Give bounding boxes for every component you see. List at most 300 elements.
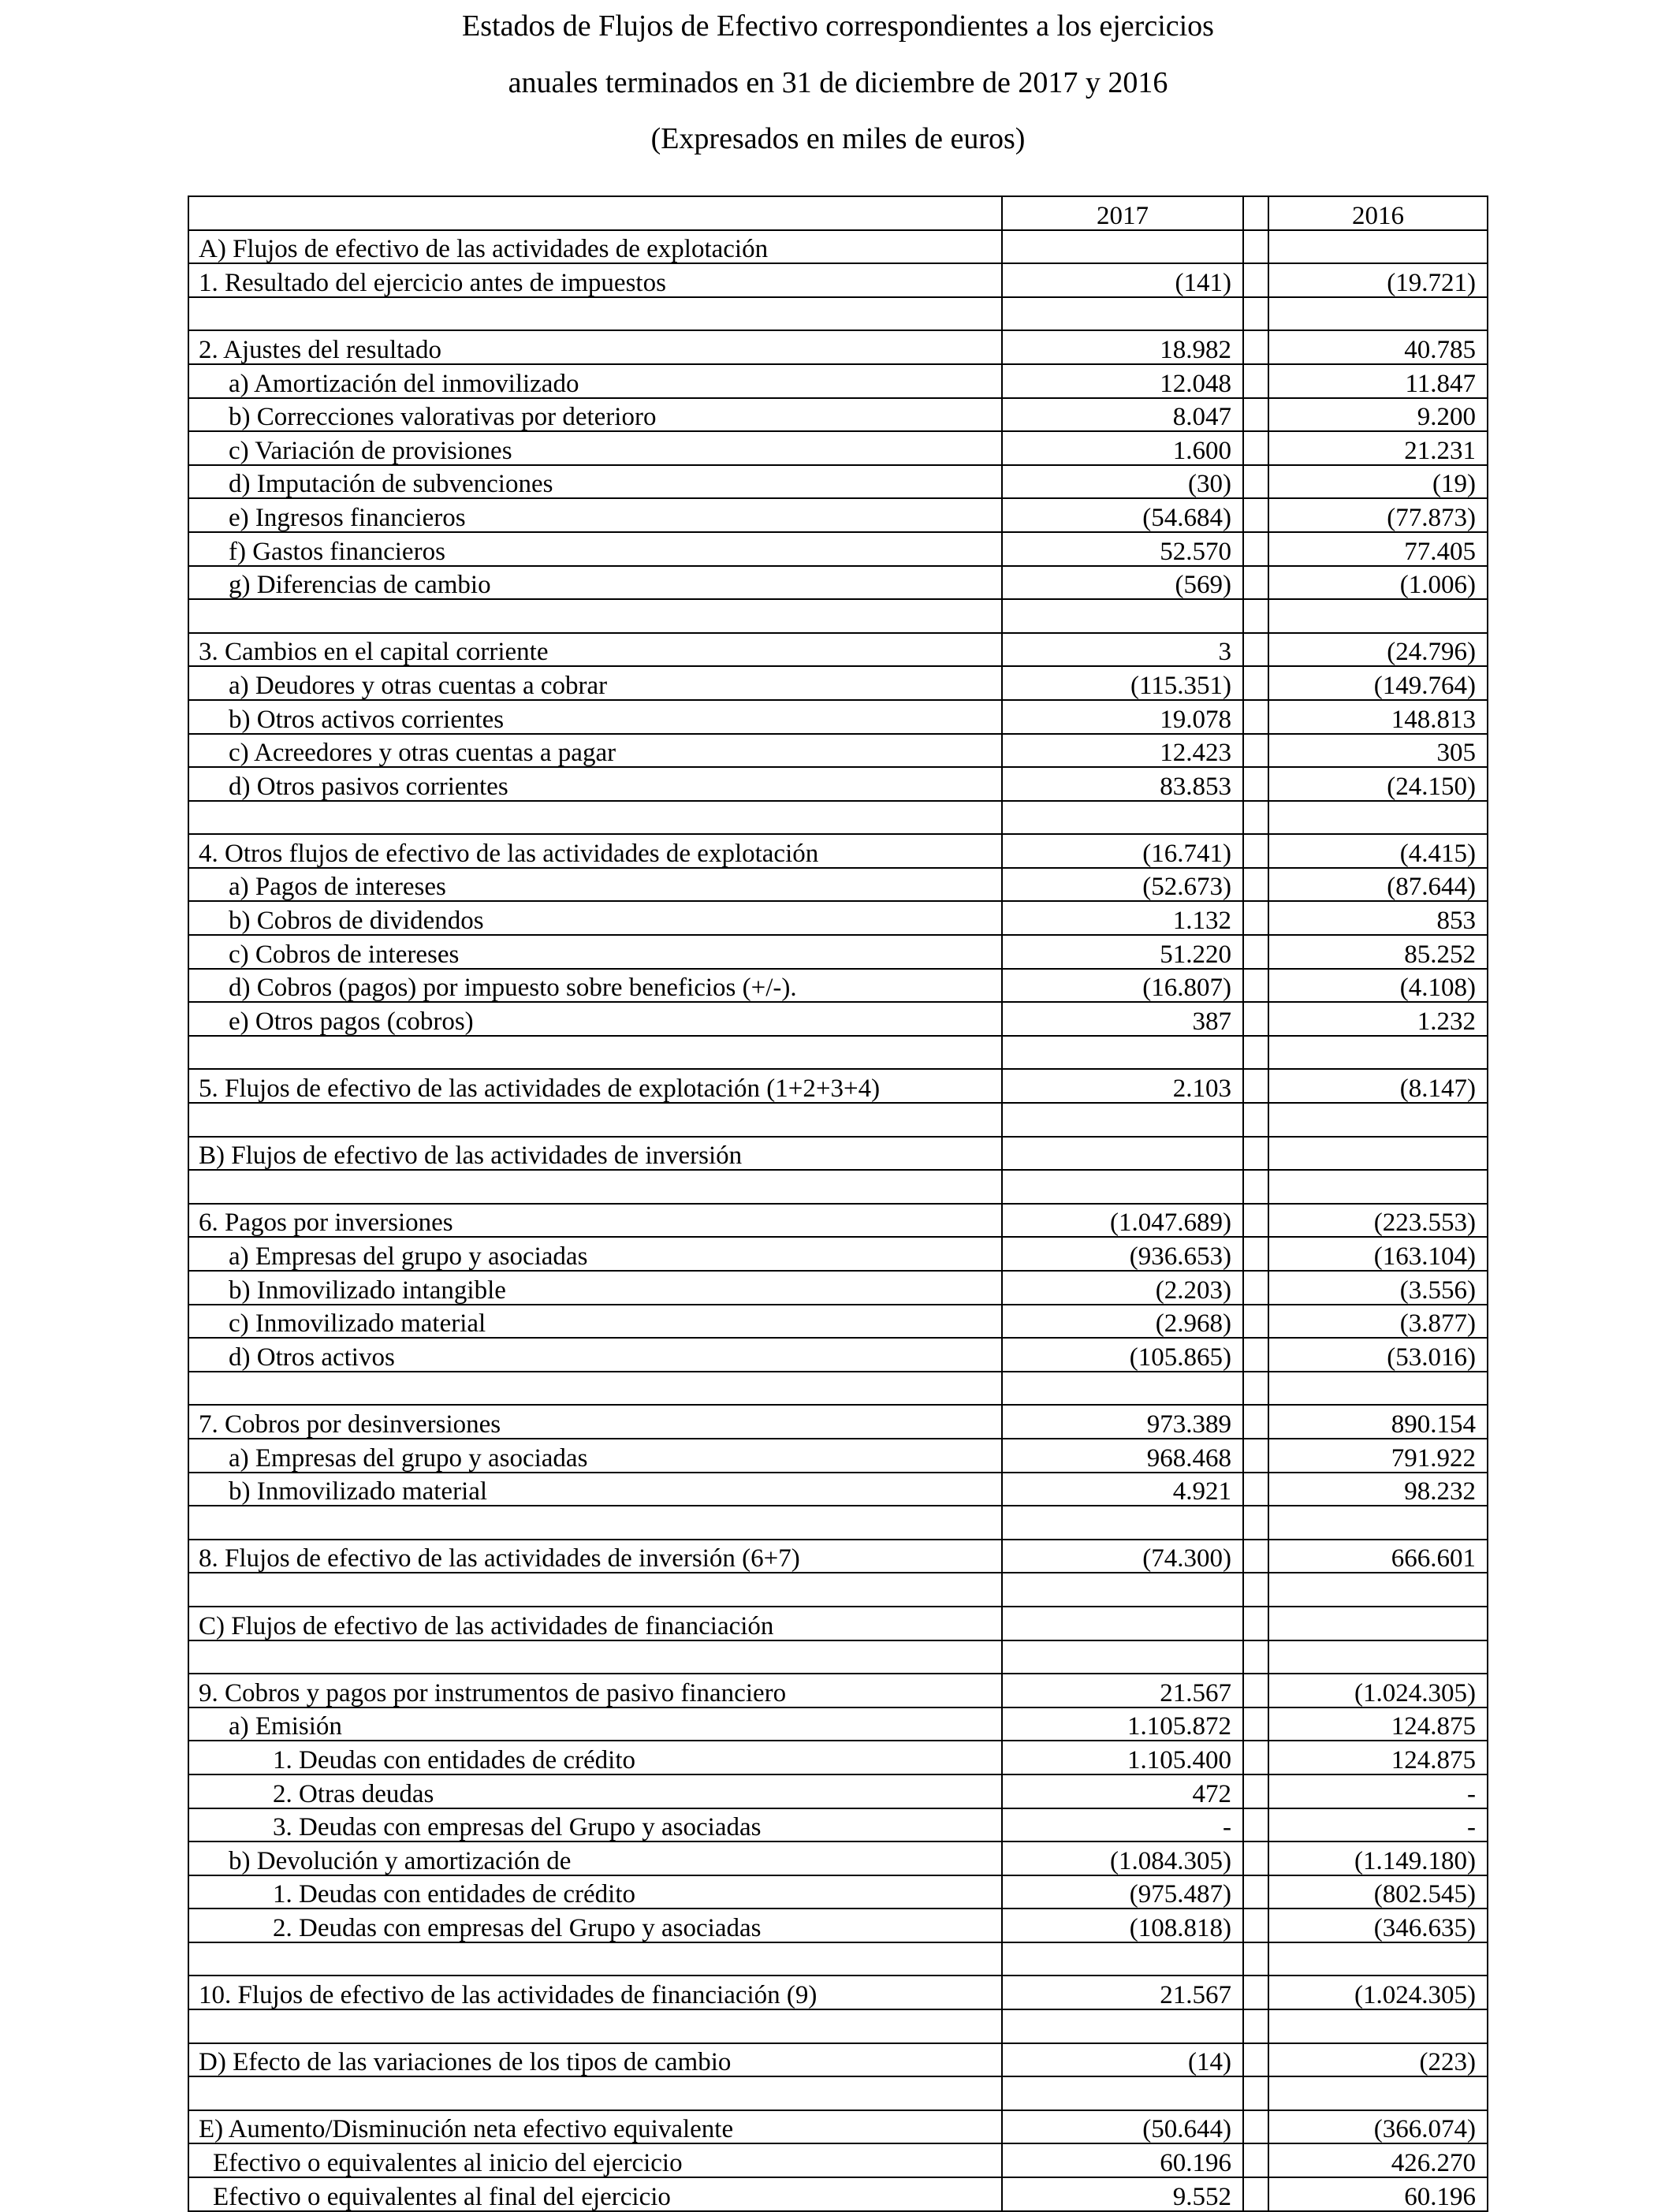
row-label: d) Imputación de subvenciones <box>188 465 1002 499</box>
value-2016: (19) <box>1268 465 1488 499</box>
table-row <box>188 1540 1488 1573</box>
row-label: b) Cobros de dividendos <box>188 901 1002 935</box>
column-gap <box>1243 1540 1268 1573</box>
row-label: 4. Otros flujos de efectivo de las actividades de explotación <box>188 834 1002 868</box>
value-2017: 1.600 <box>1002 431 1243 465</box>
column-gap <box>1243 498 1268 532</box>
row-label <box>188 1640 1002 1674</box>
value-2016: (3.556) <box>1268 1271 1488 1305</box>
value-2016 <box>1268 2076 1488 2110</box>
value-2016: 791.922 <box>1268 1439 1488 1473</box>
row-label: c) Variación de provisiones <box>188 431 1002 465</box>
table-row <box>188 734 1488 768</box>
table-row <box>188 834 1488 868</box>
value-2017: 973.389 <box>1002 1405 1243 1439</box>
value-2017: (16.807) <box>1002 969 1243 1003</box>
column-gap <box>1243 398 1268 432</box>
column-gap <box>1243 1607 1268 1640</box>
value-2016: (1.024.305) <box>1268 1976 1488 2009</box>
row-label: d) Otros pasivos corrientes <box>188 767 1002 801</box>
value-2016: (24.150) <box>1268 767 1488 801</box>
column-gap <box>1243 465 1268 499</box>
blank-row <box>188 1506 1488 1540</box>
value-2017 <box>1002 1170 1243 1204</box>
table-row <box>188 263 1488 297</box>
table-row <box>188 1338 1488 1372</box>
row-label <box>188 1942 1002 1976</box>
value-2017 <box>1002 1607 1243 1640</box>
value-2017 <box>1002 2076 1243 2110</box>
value-2016 <box>1268 1170 1488 1204</box>
table-row <box>188 1808 1488 1842</box>
table-row <box>188 2143 1488 2177</box>
row-label: 1. Deudas con entidades de crédito <box>188 1741 1002 1774</box>
value-2017: 60.196 <box>1002 2143 1243 2177</box>
table-row <box>188 230 1488 264</box>
row-label <box>188 1506 1002 1540</box>
value-2017: (1.084.305) <box>1002 1841 1243 1875</box>
value-2017: 19.078 <box>1002 700 1243 734</box>
column-gap <box>1243 2076 1268 2110</box>
column-gap <box>1243 801 1268 835</box>
value-2017 <box>1002 1137 1243 1171</box>
value-2016: 40.785 <box>1268 330 1488 364</box>
column-gap <box>1243 1069 1268 1103</box>
table-row <box>188 1305 1488 1339</box>
table-row <box>188 1909 1488 1942</box>
row-label: a) Emisión <box>188 1707 1002 1741</box>
column-gap <box>1243 666 1268 700</box>
value-2017: 83.853 <box>1002 767 1243 801</box>
value-2016 <box>1268 801 1488 835</box>
value-2016: 9.200 <box>1268 398 1488 432</box>
value-2016: 124.875 <box>1268 1741 1488 1774</box>
value-2016: (366.074) <box>1268 2110 1488 2144</box>
value-2017: 472 <box>1002 1774 1243 1808</box>
column-gap <box>1243 1573 1268 1607</box>
row-label: 1. Resultado del ejercicio antes de impuestos <box>188 263 1002 297</box>
blank-row <box>188 297 1488 331</box>
value-2016: (53.016) <box>1268 1338 1488 1372</box>
row-label: b) Correcciones valorativas por deterioro <box>188 398 1002 432</box>
column-gap <box>1243 1506 1268 1540</box>
row-label: Efectivo o equivalentes al final del ejercicio <box>188 2177 1002 2211</box>
value-2017: 1.105.400 <box>1002 1741 1243 1774</box>
row-label: 10. Flujos de efectivo de las actividades de financiación (9) <box>188 1976 1002 2009</box>
statement-title-line-3: (Expresados en miles de euros) <box>650 122 1026 155</box>
value-2017: 8.047 <box>1002 398 1243 432</box>
table-row <box>188 1405 1488 1439</box>
value-2017: - <box>1002 1808 1243 1842</box>
value-2016: (223.553) <box>1268 1204 1488 1238</box>
row-label <box>188 1372 1002 1406</box>
table-row <box>188 2110 1488 2144</box>
row-label: 2. Deudas con empresas del Grupo y asociadas <box>188 1909 1002 1942</box>
row-label: a) Deudores y otras cuentas a cobrar <box>188 666 1002 700</box>
value-2017: 968.468 <box>1002 1439 1243 1473</box>
column-gap <box>1243 1640 1268 1674</box>
blank-row <box>188 599 1488 633</box>
table-row <box>188 868 1488 902</box>
column-gap <box>1243 2177 1268 2211</box>
table-row <box>188 969 1488 1003</box>
value-2017 <box>1002 1372 1243 1406</box>
row-label: 5. Flujos de efectivo de las actividades de explotación (1+2+3+4) <box>188 1069 1002 1103</box>
value-2017 <box>1002 230 1243 264</box>
value-2017: 52.570 <box>1002 532 1243 566</box>
value-2017: (52.673) <box>1002 868 1243 902</box>
row-label: g) Diferencias de cambio <box>188 566 1002 600</box>
statement-title-line-2: anuales terminados en 31 de diciembre de 2017 y 2016 <box>508 66 1168 99</box>
column-gap <box>1243 734 1268 768</box>
row-label <box>188 2076 1002 2110</box>
row-label <box>188 1573 1002 1607</box>
column-gap <box>1243 901 1268 935</box>
value-2016: 98.232 <box>1268 1473 1488 1506</box>
value-2017: (74.300) <box>1002 1540 1243 1573</box>
column-gap <box>1243 1170 1268 1204</box>
row-label: b) Inmovilizado material <box>188 1473 1002 1506</box>
value-2017: 9.552 <box>1002 2177 1243 2211</box>
row-label: 6. Pagos por inversiones <box>188 1204 1002 1238</box>
table-row <box>188 1607 1488 1640</box>
row-label: a) Pagos de intereses <box>188 868 1002 902</box>
column-gap <box>1243 297 1268 331</box>
column-gap <box>1243 1808 1268 1842</box>
table-row <box>188 1002 1488 1036</box>
value-2017: 51.220 <box>1002 935 1243 969</box>
table-row <box>188 1875 1488 1909</box>
row-label: c) Cobros de intereses <box>188 935 1002 969</box>
row-label: 2. Ajustes del resultado <box>188 330 1002 364</box>
table-row <box>188 2177 1488 2211</box>
value-2016: 124.875 <box>1268 1707 1488 1741</box>
value-2016: 148.813 <box>1268 700 1488 734</box>
row-label: c) Acreedores y otras cuentas a pagar <box>188 734 1002 768</box>
value-2016 <box>1268 599 1488 633</box>
row-label: 9. Cobros y pagos por instrumentos de pasivo financiero <box>188 1674 1002 1707</box>
value-2016: 890.154 <box>1268 1405 1488 1439</box>
value-2017 <box>1002 1036 1243 1070</box>
value-2016: 666.601 <box>1268 1540 1488 1573</box>
value-2016: (1.024.305) <box>1268 1674 1488 1707</box>
value-2016: 85.252 <box>1268 935 1488 969</box>
row-label: d) Otros activos <box>188 1338 1002 1372</box>
table-row <box>188 498 1488 532</box>
table-row <box>188 1774 1488 1808</box>
value-2017: (105.865) <box>1002 1338 1243 1372</box>
row-label: b) Otros activos corrientes <box>188 700 1002 734</box>
column-gap <box>1243 1036 1268 1070</box>
column-gap <box>1243 633 1268 667</box>
table-row <box>188 1674 1488 1707</box>
row-label: c) Inmovilizado material <box>188 1305 1002 1339</box>
value-2016: - <box>1268 1774 1488 1808</box>
column-gap <box>1243 1305 1268 1339</box>
column-header-2017: 2017 <box>1002 196 1243 230</box>
row-label: 8. Flujos de efectivo de las actividades de inversión (6+7) <box>188 1540 1002 1573</box>
value-2017: (14) <box>1002 2043 1243 2077</box>
table-row <box>188 1473 1488 1506</box>
value-2016: 60.196 <box>1268 2177 1488 2211</box>
row-label <box>188 297 1002 331</box>
value-2016 <box>1268 1506 1488 1540</box>
value-2016: (223) <box>1268 2043 1488 2077</box>
value-2017 <box>1002 801 1243 835</box>
blank-row <box>188 1372 1488 1406</box>
blank-row <box>188 2076 1488 2110</box>
column-gap <box>1243 1237 1268 1271</box>
table-row <box>188 1137 1488 1171</box>
value-2017 <box>1002 2009 1243 2043</box>
row-label: e) Otros pagos (cobros) <box>188 1002 1002 1036</box>
value-2017: (2.968) <box>1002 1305 1243 1339</box>
table-row <box>188 364 1488 398</box>
row-label: C) Flujos de efectivo de las actividades de financiación <box>188 1607 1002 1640</box>
row-label: A) Flujos de efectivo de las actividades de explotación <box>188 230 1002 264</box>
table-row <box>188 398 1488 432</box>
value-2017: 1.132 <box>1002 901 1243 935</box>
table-row <box>188 1069 1488 1103</box>
value-2016 <box>1268 1640 1488 1674</box>
blank-row <box>188 1036 1488 1070</box>
value-2016: (24.796) <box>1268 633 1488 667</box>
column-gap <box>1243 431 1268 465</box>
row-label <box>188 1036 1002 1070</box>
table-row <box>188 1707 1488 1741</box>
column-gap <box>1243 364 1268 398</box>
value-2016: (8.147) <box>1268 1069 1488 1103</box>
row-label <box>188 1170 1002 1204</box>
value-2017: (975.487) <box>1002 1875 1243 1909</box>
column-gap <box>1243 1002 1268 1036</box>
blank-row <box>188 1640 1488 1674</box>
row-label: D) Efecto de las variaciones de los tipos de cambio <box>188 2043 1002 2077</box>
column-header-2016: 2016 <box>1268 196 1488 230</box>
column-gap <box>1243 230 1268 264</box>
column-gap <box>1243 868 1268 902</box>
column-gap <box>1243 1741 1268 1774</box>
blank-row <box>188 801 1488 835</box>
row-label: a) Empresas del grupo y asociadas <box>188 1439 1002 1473</box>
value-2016: 853 <box>1268 901 1488 935</box>
value-2016: (19.721) <box>1268 263 1488 297</box>
column-gap <box>1243 1942 1268 1976</box>
column-gap <box>1243 2110 1268 2144</box>
row-label: e) Ingresos financieros <box>188 498 1002 532</box>
blank-row <box>188 1103 1488 1137</box>
value-2016: (1.006) <box>1268 566 1488 600</box>
value-2016: 426.270 <box>1268 2143 1488 2177</box>
value-2017: 387 <box>1002 1002 1243 1036</box>
column-gap <box>1243 1707 1268 1741</box>
column-gap <box>1243 1271 1268 1305</box>
value-2016 <box>1268 230 1488 264</box>
blank-row <box>188 1942 1488 1976</box>
column-gap <box>1243 263 1268 297</box>
table-row <box>188 700 1488 734</box>
value-2017 <box>1002 1103 1243 1137</box>
blank-row <box>188 2009 1488 2043</box>
column-gap <box>1243 1976 1268 2009</box>
value-2016: - <box>1268 1808 1488 1842</box>
column-gap <box>1243 1909 1268 1942</box>
value-2016: (346.635) <box>1268 1909 1488 1942</box>
row-label <box>188 801 1002 835</box>
row-label: 3. Cambios en el capital corriente <box>188 633 1002 667</box>
table-row <box>188 1741 1488 1774</box>
row-label: 2. Otras deudas <box>188 1774 1002 1808</box>
value-2016 <box>1268 1942 1488 1976</box>
value-2017: 3 <box>1002 633 1243 667</box>
row-label: f) Gastos financieros <box>188 532 1002 566</box>
column-gap <box>1243 196 1268 230</box>
table-row <box>188 2043 1488 2077</box>
row-label: B) Flujos de efectivo de las actividades de inversión <box>188 1137 1002 1171</box>
table-row <box>188 1841 1488 1875</box>
value-2017: 18.982 <box>1002 330 1243 364</box>
row-label: E) Aumento/Disminución neta efectivo equivalente <box>188 2110 1002 2144</box>
column-gap <box>1243 1875 1268 1909</box>
value-2016: 21.231 <box>1268 431 1488 465</box>
value-2017: 21.567 <box>1002 1674 1243 1707</box>
value-2017: (936.653) <box>1002 1237 1243 1271</box>
column-gap <box>1243 1137 1268 1171</box>
value-2017 <box>1002 1573 1243 1607</box>
column-gap <box>1243 566 1268 600</box>
table-row <box>188 633 1488 667</box>
column-gap <box>1243 1405 1268 1439</box>
value-2016 <box>1268 2009 1488 2043</box>
row-label: 3. Deudas con empresas del Grupo y asociadas <box>188 1808 1002 1842</box>
value-2016 <box>1268 1036 1488 1070</box>
table-row <box>188 1271 1488 1305</box>
blank-row <box>188 1573 1488 1607</box>
column-gap <box>1243 2009 1268 2043</box>
value-2016: (3.877) <box>1268 1305 1488 1339</box>
column-gap <box>1243 1473 1268 1506</box>
value-2016: 11.847 <box>1268 364 1488 398</box>
value-2017: (141) <box>1002 263 1243 297</box>
value-2016 <box>1268 1103 1488 1137</box>
column-gap <box>1243 1338 1268 1372</box>
table-row <box>188 431 1488 465</box>
table-row <box>188 767 1488 801</box>
statement-title-line-1: Estados de Flujos de Efectivo correspondientes a los ejercicios <box>462 9 1214 43</box>
value-2016: 305 <box>1268 734 1488 768</box>
value-2016: 77.405 <box>1268 532 1488 566</box>
table-row <box>188 532 1488 566</box>
row-label <box>188 599 1002 633</box>
column-gap <box>1243 1674 1268 1707</box>
value-2017: (2.203) <box>1002 1271 1243 1305</box>
column-gap <box>1243 935 1268 969</box>
table-row <box>188 1204 1488 1238</box>
table-row <box>188 330 1488 364</box>
value-2016: (4.415) <box>1268 834 1488 868</box>
value-2016: (4.108) <box>1268 969 1488 1003</box>
value-2016: (163.104) <box>1268 1237 1488 1271</box>
column-gap <box>1243 1439 1268 1473</box>
table-row <box>188 465 1488 499</box>
value-2016: (1.149.180) <box>1268 1841 1488 1875</box>
value-2017: 4.921 <box>1002 1473 1243 1506</box>
column-gap <box>1243 700 1268 734</box>
value-2017: (16.741) <box>1002 834 1243 868</box>
table-row <box>188 935 1488 969</box>
cash-flow-table <box>188 196 1488 2212</box>
value-2016: (77.873) <box>1268 498 1488 532</box>
row-label: d) Cobros (pagos) por impuesto sobre beneficios (+/-). <box>188 969 1002 1003</box>
table-row <box>188 1976 1488 2009</box>
header-label-cell <box>188 196 1002 230</box>
table-row <box>188 901 1488 935</box>
column-gap <box>1243 969 1268 1003</box>
value-2017: (108.818) <box>1002 1909 1243 1942</box>
value-2017: (50.644) <box>1002 2110 1243 2144</box>
table-row <box>188 566 1488 600</box>
column-gap <box>1243 834 1268 868</box>
value-2017 <box>1002 1506 1243 1540</box>
value-2017: 2.103 <box>1002 1069 1243 1103</box>
value-2016 <box>1268 1573 1488 1607</box>
value-2016 <box>1268 1607 1488 1640</box>
row-label: a) Amortización del inmovilizado <box>188 364 1002 398</box>
column-gap <box>1243 599 1268 633</box>
value-2016: (802.545) <box>1268 1875 1488 1909</box>
column-gap <box>1243 767 1268 801</box>
column-gap <box>1243 1204 1268 1238</box>
blank-row <box>188 1170 1488 1204</box>
row-label: Efectivo o equivalentes al inicio del ejercicio <box>188 2143 1002 2177</box>
value-2017: (115.351) <box>1002 666 1243 700</box>
row-label <box>188 1103 1002 1137</box>
column-gap <box>1243 532 1268 566</box>
value-2017: 1.105.872 <box>1002 1707 1243 1741</box>
value-2017 <box>1002 1942 1243 1976</box>
value-2017: 12.048 <box>1002 364 1243 398</box>
column-gap <box>1243 2143 1268 2177</box>
header-row <box>188 196 1488 230</box>
value-2017: 12.423 <box>1002 734 1243 768</box>
row-label: a) Empresas del grupo y asociadas <box>188 1237 1002 1271</box>
value-2016 <box>1268 1372 1488 1406</box>
column-gap <box>1243 330 1268 364</box>
column-gap <box>1243 1841 1268 1875</box>
column-gap <box>1243 2043 1268 2077</box>
value-2017 <box>1002 1640 1243 1674</box>
table-row <box>188 666 1488 700</box>
value-2017: (1.047.689) <box>1002 1204 1243 1238</box>
row-label: 1. Deudas con entidades de crédito <box>188 1875 1002 1909</box>
value-2017 <box>1002 297 1243 331</box>
column-gap <box>1243 1774 1268 1808</box>
value-2016 <box>1268 297 1488 331</box>
value-2016 <box>1268 1137 1488 1171</box>
value-2017 <box>1002 599 1243 633</box>
table-row <box>188 1439 1488 1473</box>
value-2017: (569) <box>1002 566 1243 600</box>
value-2016: 1.232 <box>1268 1002 1488 1036</box>
row-label: b) Devolución y amortización de <box>188 1841 1002 1875</box>
row-label: 7. Cobros por desinversiones <box>188 1405 1002 1439</box>
value-2017: (54.684) <box>1002 498 1243 532</box>
column-gap <box>1243 1372 1268 1406</box>
row-label <box>188 2009 1002 2043</box>
value-2017: (30) <box>1002 465 1243 499</box>
value-2017: 21.567 <box>1002 1976 1243 2009</box>
value-2016: (87.644) <box>1268 868 1488 902</box>
